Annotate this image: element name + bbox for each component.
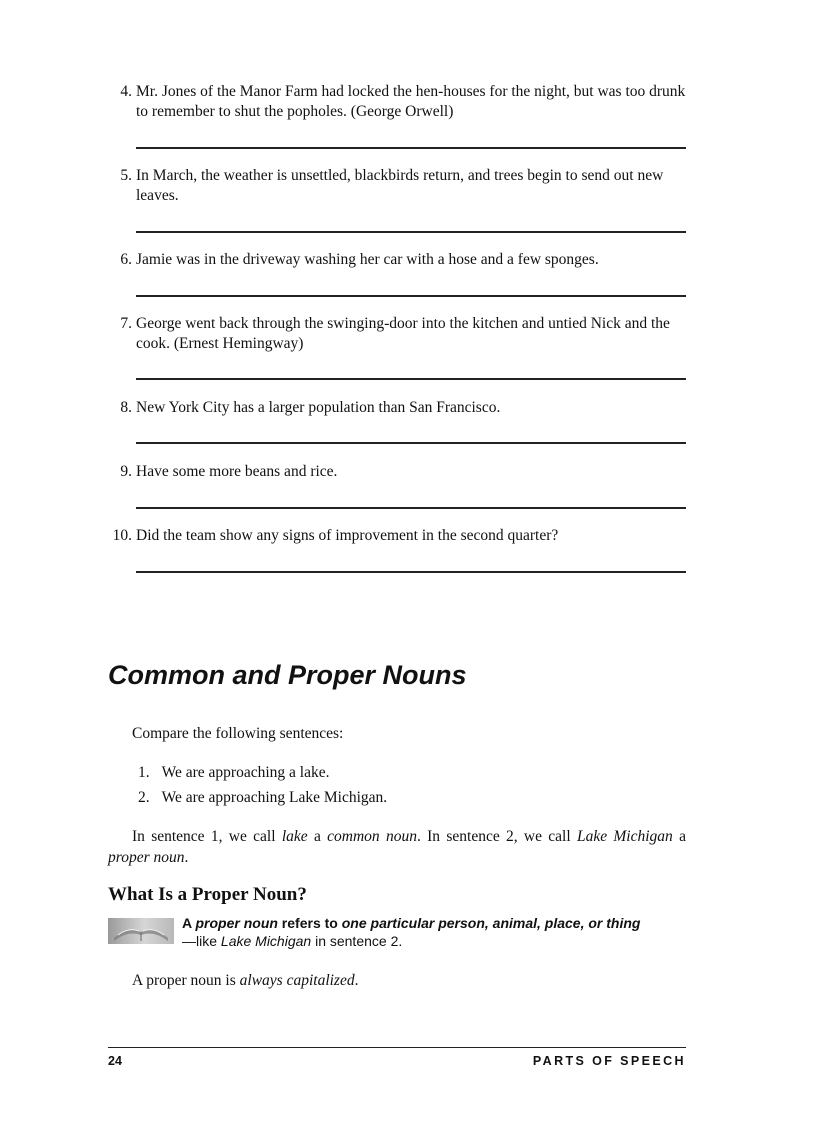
exercise-number: 8. bbox=[120, 399, 132, 416]
definition-example: Lake Michigan bbox=[220, 933, 312, 949]
answer-line bbox=[136, 507, 686, 509]
exercise-item-6 bbox=[108, 250, 686, 270]
explanation-text: . bbox=[184, 849, 189, 866]
capitalized-emphasis: always capitalized bbox=[239, 972, 355, 989]
explanation-text: a bbox=[307, 828, 328, 845]
exercise-sentence: Did the team show any signs of improvement in the second quarter? bbox=[136, 527, 559, 544]
definition-emphasis: one particular person, animal, place, or thing bbox=[341, 915, 641, 931]
example-text: We are approaching a lake. bbox=[161, 764, 330, 781]
answer-line bbox=[136, 571, 686, 573]
explanation-text: In sentence 1, we call bbox=[132, 828, 282, 845]
term-lake: lake bbox=[281, 828, 308, 845]
explanation-text: . In sentence 2, we call bbox=[416, 828, 577, 845]
example-sentence-1 bbox=[138, 763, 329, 783]
exercise-sentence: Have some more beans and rice. bbox=[136, 463, 338, 480]
example-number: 2. bbox=[138, 789, 150, 806]
answer-line bbox=[136, 147, 686, 149]
answer-line bbox=[136, 442, 686, 444]
exercise-number: 4. bbox=[120, 83, 132, 100]
definition-text: refers to bbox=[277, 915, 342, 931]
term-proper-noun: proper noun bbox=[108, 849, 185, 866]
definition-text: in sentence 2. bbox=[311, 933, 403, 949]
capitalized-text: A proper noun is bbox=[132, 972, 240, 989]
example-sentence-2 bbox=[138, 788, 387, 808]
proper-noun-definition bbox=[182, 914, 652, 950]
definition-term: proper noun bbox=[195, 915, 278, 931]
exercise-item-8 bbox=[108, 398, 686, 418]
exercise-number: 5. bbox=[120, 167, 132, 184]
book-icon bbox=[108, 918, 174, 944]
exercise-number: 9. bbox=[120, 463, 132, 480]
example-number: 1. bbox=[138, 764, 150, 781]
example-text: We are approaching Lake Michigan. bbox=[161, 789, 388, 806]
exercise-item-9 bbox=[108, 462, 686, 482]
exercise-sentence: Jamie was in the driveway washing her car with a hose and a few sponges. bbox=[136, 251, 599, 268]
exercise-sentence: New York City has a larger population than San Francisco. bbox=[136, 399, 501, 416]
answer-line bbox=[136, 231, 686, 233]
definition-text: A bbox=[182, 915, 196, 931]
running-head: PARTS OF SPEECH bbox=[532, 1054, 686, 1068]
section-title: Common and Proper Nouns bbox=[108, 660, 467, 690]
exercise-item-10 bbox=[108, 526, 686, 546]
explanation-paragraph bbox=[108, 826, 686, 868]
compare-intro: Compare the following sentences: bbox=[132, 725, 344, 742]
exercise-sentence: Mr. Jones of the Manor Farm had locked the hen-houses for the night, but was too drunk to remember to shut the popholes. (George Orwell) bbox=[136, 83, 686, 120]
exercise-number: 7. bbox=[120, 315, 132, 332]
term-common-noun: common noun bbox=[327, 828, 417, 845]
answer-line bbox=[136, 378, 686, 380]
exercise-number: 10. bbox=[112, 527, 132, 544]
page-number: 24 bbox=[108, 1054, 122, 1068]
exercise-sentence: In March, the weather is unsettled, blackbirds return, and trees begin to send out new leaves. bbox=[136, 167, 664, 204]
exercise-item-7 bbox=[108, 314, 686, 354]
footer-rule bbox=[108, 1047, 686, 1048]
exercise-item-4 bbox=[108, 82, 686, 122]
explanation-text: a bbox=[672, 828, 686, 845]
definition-text: —like bbox=[182, 933, 221, 949]
capitalized-note bbox=[132, 971, 358, 991]
term-lake-michigan: Lake Michigan bbox=[576, 828, 673, 845]
exercise-item-5 bbox=[108, 166, 686, 206]
capitalized-text: . bbox=[354, 972, 359, 989]
subheading: What Is a Proper Noun? bbox=[108, 884, 307, 905]
exercise-number: 6. bbox=[120, 251, 132, 268]
exercise-sentence: George went back through the swinging-door into the kitchen and untied Nick and the cook. (Ernest Hemingway) bbox=[136, 315, 670, 352]
answer-line bbox=[136, 295, 686, 297]
